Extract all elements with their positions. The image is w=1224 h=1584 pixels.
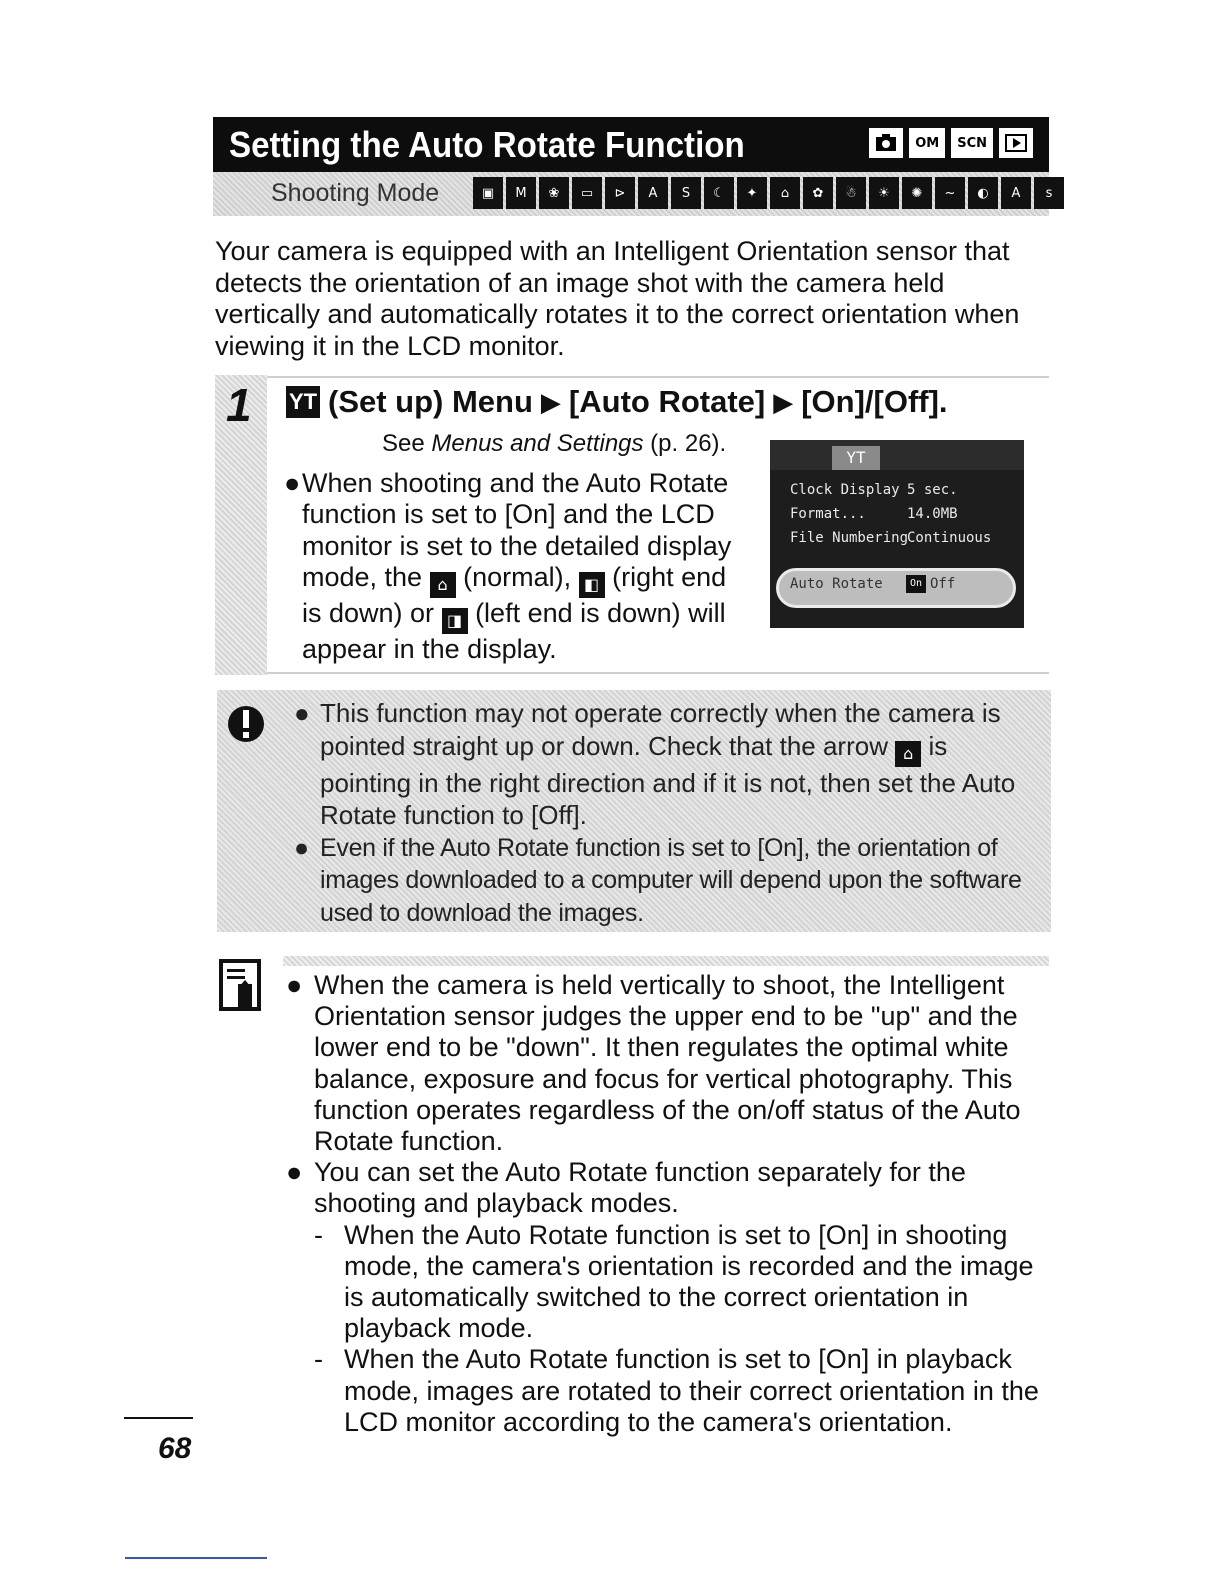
scn-icon: SCN	[951, 128, 993, 158]
lcd-menu-screenshot	[770, 440, 1024, 628]
note-subitem: - When the Auto Rotate function is set to [On] in shooting mode, the camera's orientation is recorded and the image is automatically switched to the correct orientation in playback mode.	[314, 1219, 1034, 1344]
slow-shutter-icon: s	[1034, 177, 1064, 209]
step-bottom-rule	[267, 672, 1049, 674]
lcd-row-format: Format... 14.0MB	[790, 506, 958, 522]
color-accent-icon: A	[638, 177, 668, 209]
auto-mode-icon: ▣	[473, 177, 503, 209]
shooting-mode-bar	[213, 172, 1053, 216]
fireworks-icon: ✺	[902, 177, 932, 209]
aquarium-icon: ◐	[968, 177, 998, 209]
page-number-rule	[124, 1417, 193, 1419]
note-icon	[218, 958, 264, 1014]
orientation-normal-icon: ⌂	[430, 572, 456, 598]
caution-item: ● This function may not operate correctly when the camera is pointed straight up or down. Check that the arrow ⌂ is pointing in the right direction and if it is not, then set the Auto Rotate function to [Off].	[294, 698, 1016, 830]
shooting-mode-icons	[473, 177, 1064, 209]
stitch-assist-icon: ▭	[572, 177, 602, 209]
om-icon: OM	[909, 128, 945, 158]
page-title: Setting the Auto Rotate Function	[229, 123, 745, 165]
camera-icon	[869, 128, 903, 158]
setup-menu-icon: ΥΤ	[286, 386, 320, 418]
orientation-right-down-icon: ◧	[579, 572, 605, 598]
lcd-tab-bar	[770, 440, 1024, 470]
shooting-mode-label: Shooting Mode	[271, 179, 440, 207]
step-heading	[286, 384, 948, 420]
bottom-line	[125, 1557, 267, 1559]
intro-paragraph: Your camera is equipped with an Intelligent Orientation sensor that detects the orientation of an image shot with the camera held vertically and automatically rotates it to the correct orientation when viewing it in the LCD monitor.	[215, 236, 1020, 361]
right-arrow-icon: ▶	[773, 386, 794, 417]
note-item: ● You can set the Auto Rotate function separately for the shooting and playback modes.	[286, 1157, 966, 1219]
page-number: 68	[158, 1432, 192, 1465]
step-top-rule	[267, 376, 1049, 378]
see-reference: See Menus and Settings (p. 26).	[382, 430, 727, 457]
bullet-icon: ●	[294, 833, 309, 862]
my-colors-icon: A	[1001, 177, 1031, 209]
manual-mode-icon: M	[506, 177, 536, 209]
mode-icons	[869, 128, 1033, 158]
caution-text	[294, 697, 1044, 929]
playback-icon	[999, 128, 1033, 158]
kids-pets-icon: ✦	[737, 177, 767, 209]
step-bullet-text: When shooting and the Auto Rotate function is set to [On] and the LCD monitor is set to the detailed display mode, the ⌂ (normal), ◧ (right end is down) or ◨ (left end is down) will appear in the display.	[302, 468, 732, 664]
lcd-on-chip: On	[906, 575, 926, 593]
note-rule	[283, 956, 1049, 966]
lcd-row-file-numbering: File Numbering Continuous	[790, 530, 992, 546]
bullet-icon: ●	[294, 698, 310, 728]
underwater-icon: ~	[935, 177, 965, 209]
movie-icon: ⊳	[605, 177, 635, 209]
notes-text	[286, 970, 1056, 1438]
bullet-icon: ●	[286, 970, 303, 1000]
orientation-arrow-icon: ⌂	[895, 741, 921, 767]
color-swap-icon: S	[671, 177, 701, 209]
digital-macro-icon: ❀	[539, 177, 569, 209]
step-number: 1	[226, 379, 252, 431]
step-bullet	[284, 468, 744, 665]
lcd-setup-tab: YT	[832, 446, 880, 470]
bullet-icon: ●	[286, 1157, 303, 1188]
caution-icon	[226, 700, 270, 752]
lcd-row-auto-rotate: Auto Rotate On Off	[790, 576, 956, 592]
orientation-left-down-icon: ◨	[442, 608, 468, 634]
snow-icon: ☃	[836, 177, 866, 209]
night-snapshot-icon: ☾	[704, 177, 734, 209]
note-item: ● When the camera is held vertically to shoot, the Intelligent Orientation sensor judges the upper end to be "up" and the lower end to be "down". It then regulates the optimal white balance, exposure and focus for vertical photography. This function operates regardless of the on/off status of the Auto Rotate function.	[286, 970, 1021, 1157]
step-options-label: [On]/[Off].	[801, 384, 948, 419]
section-title-bar	[213, 117, 1049, 172]
right-arrow-icon: ▶	[540, 386, 561, 417]
indoor-icon: ⌂	[770, 177, 800, 209]
bullet-icon: ●	[284, 468, 301, 498]
see-reference-title: Menus and Settings	[431, 430, 644, 457]
note-subitem: - When the Auto Rotate function is set to [On] in playback mode, images are rotated to their correct orientation in the LCD monitor according to the camera's orientation.	[314, 1344, 1039, 1437]
lcd-row-clock-display: Clock Display 5 sec.	[790, 482, 958, 498]
foliage-icon: ✿	[803, 177, 833, 209]
step-menu-label: (Set up) Menu	[328, 384, 533, 419]
caution-item: ● Even if the Auto Rotate function is set to [On], the orientation of images downloaded to a computer will depend upon the software used to download the images.	[294, 832, 1044, 930]
beach-icon: ☀	[869, 177, 899, 209]
step-item-label: [Auto Rotate]	[568, 384, 766, 419]
